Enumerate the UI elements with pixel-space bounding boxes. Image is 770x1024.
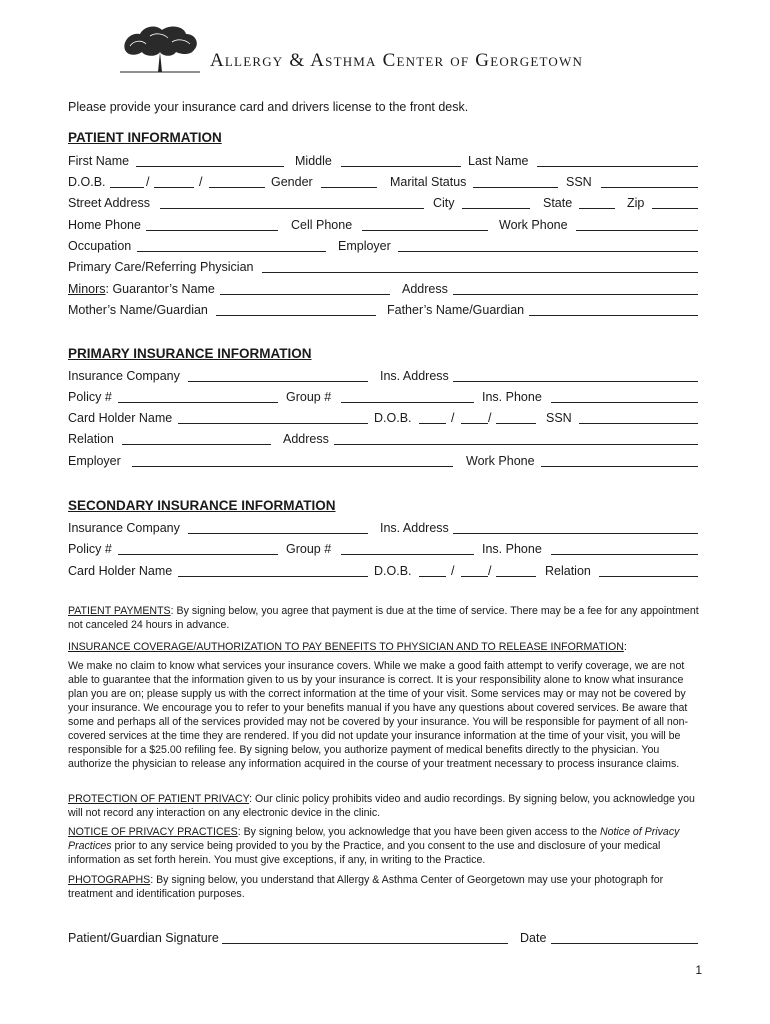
mother-field[interactable]: [216, 315, 376, 316]
secondary-ins-address-label: Ins. Address: [380, 521, 449, 535]
first-name-field[interactable]: [136, 166, 284, 167]
state-field[interactable]: [579, 208, 615, 209]
row-primary-employer: [68, 453, 698, 469]
marital-status-label: Marital Status: [390, 175, 467, 189]
dob-label: D.O.B.: [68, 175, 106, 189]
middle-field[interactable]: [341, 166, 461, 167]
gender-field[interactable]: [321, 187, 377, 188]
row-primary-relation: [68, 431, 698, 447]
row-primary-company: [68, 368, 698, 384]
secondary-company-field[interactable]: [188, 533, 368, 534]
primary-card-holder-field[interactable]: [178, 423, 368, 424]
row-minors: [68, 281, 698, 297]
cell-phone-field[interactable]: [362, 230, 488, 231]
secondary-group-label: Group #: [286, 542, 332, 556]
work-phone-label: Work Phone: [499, 218, 568, 232]
secondary-group-field[interactable]: [341, 554, 474, 555]
row-secondary-company: [68, 520, 698, 536]
zip-label: Zip: [627, 196, 645, 210]
secondary-dob-month-field[interactable]: [419, 576, 446, 577]
primary-group-label: Group #: [286, 390, 332, 404]
primary-ssn-label: SSN: [546, 411, 572, 425]
primary-ssn-field[interactable]: [579, 423, 698, 424]
cell-phone-label: Cell Phone: [291, 218, 353, 232]
primary-policy-label: Policy #: [68, 390, 112, 404]
primary-address-label: Address: [283, 432, 329, 446]
payments-paragraph: PATIENT PAYMENTS: By signing below, you agree that payment is due at the time of service. There may be a fee for any appointment not canceled 24 hours in advance.: [68, 605, 699, 631]
secondary-company-label: Insurance Company: [68, 521, 180, 535]
secondary-ins-phone-label: Ins. Phone: [482, 542, 542, 556]
ssn-field[interactable]: [601, 187, 698, 188]
primary-dob-year-field[interactable]: [496, 423, 536, 424]
secondary-relation-field[interactable]: [599, 576, 698, 577]
employer-field[interactable]: [398, 251, 698, 252]
primary-relation-label: Relation: [68, 432, 114, 446]
city-field[interactable]: [462, 208, 530, 209]
secondary-dob-day-field[interactable]: [461, 576, 488, 577]
primary-ins-address-label: Ins. Address: [380, 369, 449, 383]
coverage-paragraph: We make no claim to know what services your insurance covers. While we make a good faith attempt to verify coverage, we are not able to guarantee that the information given to us by your insurance is correct. It is your responsibility alone to know what insurance plan you are on; please supply us with the correct information at the time of your visit. Some services may or may not be covered by your insurance. We encourage you to refer to your benefits manual if you have any questions about covered services. Be aware that some and perhaps all of the services provided may not be covered by your insurance. You will be responsible for payment of all non-covered services at the time they are rendered. If you did not update your insurance information at the time of your visit, you will be responsible for a $25.00 refiling fee. By signing below, you authorize payment of medical benefits directly to the physician. You authorize the physician to release any information acquired in the course of your treatment necessary to process insurance claims.: [68, 660, 689, 770]
street-address-field[interactable]: [160, 208, 424, 209]
occupation-field[interactable]: [137, 251, 326, 252]
guarantor-field[interactable]: [220, 294, 390, 295]
primary-employer-field[interactable]: [132, 466, 453, 467]
primary-card-holder-label: Card Holder Name: [68, 411, 173, 425]
secondary-ins-phone-field[interactable]: [551, 554, 698, 555]
date-label: Date: [520, 931, 547, 945]
primary-care-field[interactable]: [262, 272, 698, 273]
row-occupation: [68, 238, 698, 254]
zip-field[interactable]: [652, 208, 698, 209]
row-dob: D.O.B. / / Gender Marital Status SSN: [68, 174, 698, 190]
primary-work-phone-label: Work Phone: [466, 454, 535, 468]
secondary-dob-label: D.O.B.: [374, 564, 412, 578]
father-label: Father’s Name/Guardian: [387, 303, 525, 317]
secondary-policy-field[interactable]: [118, 554, 278, 555]
primary-policy-field[interactable]: [118, 402, 278, 403]
street-address-label: Street Address: [68, 196, 150, 210]
row-name: [68, 153, 698, 169]
photographs-paragraph: PHOTOGRAPHS: By signing below, you understand that Allergy & Asthma Center of Georgetown may use your photograph for treatment and identification purposes.: [68, 874, 664, 900]
primary-dob-label: D.O.B.: [374, 411, 412, 425]
primary-work-phone-field[interactable]: [541, 466, 698, 467]
secondary-policy-label: Policy #: [68, 542, 112, 556]
row-signature: [68, 930, 698, 946]
marital-status-field[interactable]: [473, 187, 558, 188]
primary-address-field[interactable]: [334, 444, 698, 445]
page-number: 1: [695, 963, 702, 977]
primary-employer-label: Employer: [68, 454, 121, 468]
guarantor-address-label: Address: [402, 282, 448, 296]
section-secondary-title: SECONDARY INSURANCE INFORMATION: [68, 498, 336, 513]
dob-day-field[interactable]: [154, 187, 194, 188]
primary-care-label: Primary Care/Referring Physician: [68, 260, 254, 274]
intro-text: Please provide your insurance card and drivers license to the front desk.: [68, 100, 469, 114]
row-parents: [68, 302, 698, 318]
dob-year-field[interactable]: [209, 187, 265, 188]
row-physician: [68, 259, 698, 275]
employer-label: Employer: [338, 239, 391, 253]
secondary-dob-year-field[interactable]: [496, 576, 536, 577]
home-phone-field[interactable]: [146, 230, 278, 231]
primary-ins-phone-label: Ins. Phone: [482, 390, 542, 404]
primary-ins-phone-field[interactable]: [551, 402, 698, 403]
primary-ins-address-field[interactable]: [453, 381, 698, 382]
notice-paragraph: NOTICE OF PRIVACY PRACTICES: By signing below, you acknowledge that you have been given access to the Notice of Privacy Practices prior to any service being provided to you by the Practice, and you consent to the use and disclosure of your medical information as set forth herein. You must give exceptions, if any, in writing to the Practice.: [68, 826, 680, 866]
coverage-heading: INSURANCE COVERAGE/AUTHORIZATION TO PAY BENEFITS TO PHYSICIAN AND TO RELEASE INFORMATION:: [68, 641, 627, 653]
father-field[interactable]: [529, 315, 698, 316]
last-name-label: Last Name: [468, 154, 529, 168]
privacy-paragraph: PROTECTION OF PATIENT PRIVACY: Our clinic policy prohibits video and audio recordings. By signing below, you acknowledge you will not record any interaction on any electronic device in the clinic.: [68, 793, 695, 819]
mother-label: Mother’s Name/Guardian: [68, 303, 208, 317]
primary-group-field[interactable]: [341, 402, 474, 403]
primary-dob-month-field[interactable]: [419, 423, 446, 424]
signature-field[interactable]: [222, 943, 508, 944]
primary-relation-field[interactable]: [122, 444, 271, 445]
row-secondary-holder: Card Holder Name D.O.B. / / Relation: [68, 563, 698, 579]
home-phone-label: Home Phone: [68, 218, 141, 232]
secondary-relation-label: Relation: [545, 564, 591, 578]
clinic-name: Allergy & Asthma Center of Georgetown: [210, 50, 584, 71]
primary-dob-day-field[interactable]: [461, 423, 488, 424]
row-primary-policy: [68, 389, 698, 405]
row-address: [68, 195, 698, 211]
section-patient-title: PATIENT INFORMATION: [68, 130, 222, 145]
state-label: State: [543, 196, 573, 210]
row-primary-holder: Card Holder Name D.O.B. / / SSN: [68, 410, 698, 426]
guarantor-address-field[interactable]: [453, 294, 698, 295]
signature-label: Patient/Guardian Signature: [68, 931, 219, 945]
middle-label: Middle: [295, 154, 332, 168]
row-phones: [68, 217, 698, 233]
secondary-card-holder-field[interactable]: [178, 576, 368, 577]
primary-company-label: Insurance Company: [68, 369, 180, 383]
work-phone-field[interactable]: [576, 230, 698, 231]
dob-month-field[interactable]: [110, 187, 144, 188]
first-name-label: First Name: [68, 154, 130, 168]
primary-company-field[interactable]: [188, 381, 368, 382]
tree-logo-icon: [120, 22, 200, 74]
row-secondary-policy: [68, 541, 698, 557]
ssn-label: SSN: [566, 175, 592, 189]
gender-label: Gender: [271, 175, 313, 189]
minors-label: Minors: Guarantor’s Name: [68, 282, 215, 296]
date-field[interactable]: [551, 943, 698, 944]
section-primary-title: PRIMARY INSURANCE INFORMATION: [68, 346, 312, 361]
secondary-card-holder-label: Card Holder Name: [68, 564, 173, 578]
last-name-field[interactable]: [537, 166, 698, 167]
city-label: City: [433, 196, 455, 210]
occupation-label: Occupation: [68, 239, 132, 253]
secondary-ins-address-field[interactable]: [453, 533, 698, 534]
